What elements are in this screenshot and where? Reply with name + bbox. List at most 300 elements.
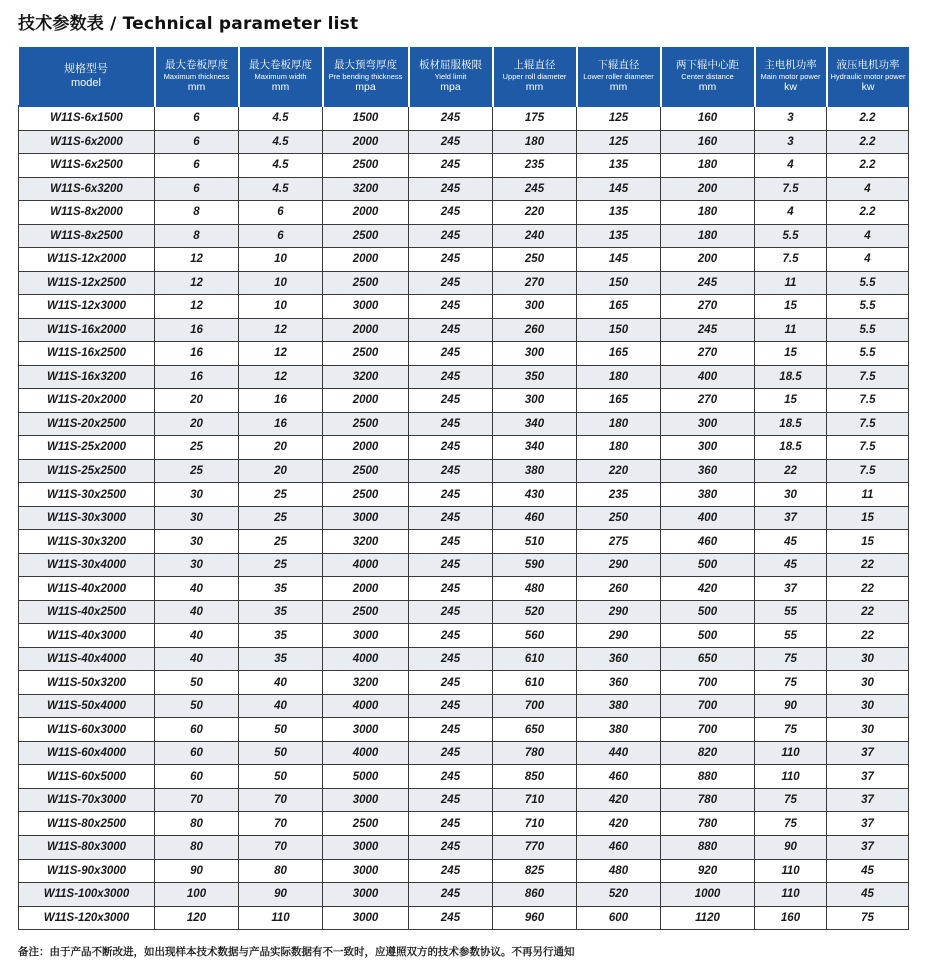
column-header xyxy=(755,47,827,106)
value-cell: 12 xyxy=(155,295,239,319)
value-cell: 3000 xyxy=(323,788,409,812)
value-cell: 820 xyxy=(661,741,755,765)
value-cell: 25 xyxy=(239,530,323,554)
table-row xyxy=(19,859,909,883)
value-cell: 460 xyxy=(577,765,661,789)
value-cell: 500 xyxy=(661,553,755,577)
value-cell: 380 xyxy=(661,483,755,507)
model-cell: W11S-16x3200 xyxy=(19,365,155,389)
value-cell: 650 xyxy=(493,718,577,742)
table-row xyxy=(19,553,909,577)
value-cell: 1120 xyxy=(661,906,755,930)
value-cell: 245 xyxy=(409,624,493,648)
value-cell: 15 xyxy=(755,389,827,413)
value-cell: 960 xyxy=(493,906,577,930)
value-cell: 290 xyxy=(577,553,661,577)
value-cell: 8 xyxy=(155,224,239,248)
value-cell: 4000 xyxy=(323,553,409,577)
model-cell: W11S-30x2500 xyxy=(19,483,155,507)
value-cell: 480 xyxy=(577,859,661,883)
value-cell: 3000 xyxy=(323,906,409,930)
value-cell: 15 xyxy=(755,342,827,366)
value-cell: 1000 xyxy=(661,883,755,907)
value-cell: 40 xyxy=(155,577,239,601)
value-cell: 180 xyxy=(661,154,755,178)
value-cell: 37 xyxy=(827,812,909,836)
header-en: Pre bending thickness xyxy=(328,71,403,81)
value-cell: 4000 xyxy=(323,647,409,671)
value-cell: 480 xyxy=(493,577,577,601)
value-cell: 40 xyxy=(155,624,239,648)
value-cell: 920 xyxy=(661,859,755,883)
value-cell: 250 xyxy=(577,506,661,530)
value-cell: 245 xyxy=(409,812,493,836)
value-cell: 75 xyxy=(755,788,827,812)
value-cell: 3 xyxy=(755,106,827,130)
column-header xyxy=(409,47,493,106)
value-cell: 4000 xyxy=(323,694,409,718)
value-cell: 245 xyxy=(409,577,493,601)
value-cell: 2.2 xyxy=(827,201,909,225)
column-header xyxy=(577,47,661,106)
value-cell: 110 xyxy=(755,741,827,765)
value-cell: 150 xyxy=(577,318,661,342)
table-row xyxy=(19,812,909,836)
value-cell: 150 xyxy=(577,271,661,295)
column-header xyxy=(19,47,155,106)
value-cell: 70 xyxy=(155,788,239,812)
header-en: Upper roll diameter xyxy=(502,71,567,81)
value-cell: 18.5 xyxy=(755,436,827,460)
value-cell: 40 xyxy=(155,600,239,624)
model-cell: W11S-20x2500 xyxy=(19,412,155,436)
model-cell: W11S-50x3200 xyxy=(19,671,155,695)
value-cell: 270 xyxy=(661,342,755,366)
column-header xyxy=(493,47,577,106)
model-cell: W11S-40x4000 xyxy=(19,647,155,671)
value-cell: 50 xyxy=(155,671,239,695)
value-cell: 6 xyxy=(155,154,239,178)
value-cell: 180 xyxy=(577,365,661,389)
table-row xyxy=(19,883,909,907)
value-cell: 110 xyxy=(755,765,827,789)
value-cell: 420 xyxy=(577,788,661,812)
table-row xyxy=(19,765,909,789)
header-cn: 板材屈服极限 xyxy=(419,58,482,71)
table-row xyxy=(19,389,909,413)
value-cell: 75 xyxy=(827,906,909,930)
table-row xyxy=(19,201,909,225)
table-row xyxy=(19,624,909,648)
value-cell: 20 xyxy=(155,412,239,436)
value-cell: 270 xyxy=(493,271,577,295)
value-cell: 30 xyxy=(155,483,239,507)
model-cell: W11S-25x2000 xyxy=(19,436,155,460)
value-cell: 245 xyxy=(409,154,493,178)
value-cell: 30 xyxy=(827,694,909,718)
value-cell: 37 xyxy=(827,788,909,812)
value-cell: 30 xyxy=(755,483,827,507)
value-cell: 3000 xyxy=(323,859,409,883)
value-cell: 125 xyxy=(577,130,661,154)
value-cell: 780 xyxy=(661,788,755,812)
value-cell: 2000 xyxy=(323,389,409,413)
table-row xyxy=(19,647,909,671)
value-cell: 45 xyxy=(827,859,909,883)
value-cell: 12 xyxy=(239,342,323,366)
value-cell: 16 xyxy=(155,365,239,389)
value-cell: 235 xyxy=(577,483,661,507)
value-cell: 700 xyxy=(493,694,577,718)
value-cell: 420 xyxy=(577,812,661,836)
value-cell: 3200 xyxy=(323,177,409,201)
value-cell: 80 xyxy=(155,812,239,836)
value-cell: 37 xyxy=(827,835,909,859)
column-header xyxy=(827,47,909,106)
value-cell: 275 xyxy=(577,530,661,554)
value-cell: 245 xyxy=(409,248,493,272)
value-cell: 245 xyxy=(409,436,493,460)
value-cell: 12 xyxy=(155,248,239,272)
value-cell: 380 xyxy=(493,459,577,483)
value-cell: 245 xyxy=(409,365,493,389)
value-cell: 11 xyxy=(755,318,827,342)
value-cell: 3000 xyxy=(323,624,409,648)
value-cell: 45 xyxy=(755,530,827,554)
value-cell: 360 xyxy=(577,647,661,671)
model-cell: W11S-12x3000 xyxy=(19,295,155,319)
value-cell: 245 xyxy=(409,224,493,248)
table-row xyxy=(19,577,909,601)
value-cell: 4.5 xyxy=(239,154,323,178)
value-cell: 2.2 xyxy=(827,106,909,130)
value-cell: 700 xyxy=(661,694,755,718)
header-en: Lower roller diameter xyxy=(583,71,654,81)
value-cell: 560 xyxy=(493,624,577,648)
value-cell: 245 xyxy=(409,389,493,413)
value-cell: 245 xyxy=(409,106,493,130)
header-unit: mm xyxy=(609,80,628,93)
model-cell: W11S-50x4000 xyxy=(19,694,155,718)
value-cell: 430 xyxy=(493,483,577,507)
value-cell: 50 xyxy=(239,741,323,765)
value-cell: 4 xyxy=(755,154,827,178)
value-cell: 2500 xyxy=(323,600,409,624)
header-unit: mm xyxy=(187,80,206,93)
value-cell: 710 xyxy=(493,812,577,836)
value-cell: 245 xyxy=(409,177,493,201)
header-unit: mpa xyxy=(440,80,461,93)
value-cell: 35 xyxy=(239,577,323,601)
value-cell: 25 xyxy=(239,506,323,530)
value-cell: 2500 xyxy=(323,342,409,366)
model-cell: W11S-6x2500 xyxy=(19,154,155,178)
model-cell: W11S-12x2500 xyxy=(19,271,155,295)
model-cell: W11S-40x2500 xyxy=(19,600,155,624)
value-cell: 11 xyxy=(827,483,909,507)
table-row xyxy=(19,318,909,342)
value-cell: 520 xyxy=(577,883,661,907)
value-cell: 350 xyxy=(493,365,577,389)
value-cell: 850 xyxy=(493,765,577,789)
value-cell: 35 xyxy=(239,600,323,624)
value-cell: 20 xyxy=(239,436,323,460)
value-cell: 6 xyxy=(239,224,323,248)
value-cell: 2000 xyxy=(323,201,409,225)
value-cell: 12 xyxy=(239,365,323,389)
value-cell: 40 xyxy=(155,647,239,671)
value-cell: 35 xyxy=(239,647,323,671)
value-cell: 18.5 xyxy=(755,412,827,436)
value-cell: 7.5 xyxy=(755,177,827,201)
value-cell: 380 xyxy=(577,694,661,718)
value-cell: 460 xyxy=(661,530,755,554)
table-row xyxy=(19,718,909,742)
model-cell: W11S-70x3000 xyxy=(19,788,155,812)
value-cell: 30 xyxy=(155,553,239,577)
header-en: Main motor power xyxy=(760,71,821,81)
value-cell: 245 xyxy=(409,906,493,930)
model-cell: W11S-16x2500 xyxy=(19,342,155,366)
table-row xyxy=(19,741,909,765)
value-cell: 245 xyxy=(409,412,493,436)
value-cell: 22 xyxy=(827,577,909,601)
model-cell: W11S-20x2000 xyxy=(19,389,155,413)
value-cell: 245 xyxy=(409,647,493,671)
value-cell: 70 xyxy=(239,788,323,812)
value-cell: 245 xyxy=(409,835,493,859)
header-unit: kw xyxy=(784,80,797,93)
value-cell: 90 xyxy=(755,835,827,859)
value-cell: 70 xyxy=(239,835,323,859)
value-cell: 15 xyxy=(827,530,909,554)
model-cell: W11S-30x3200 xyxy=(19,530,155,554)
value-cell: 300 xyxy=(493,342,577,366)
value-cell: 165 xyxy=(577,295,661,319)
column-header xyxy=(323,47,409,106)
header-cn: 下辊直径 xyxy=(597,58,640,71)
header-en: Hydraulic motor power xyxy=(830,71,906,81)
value-cell: 7.5 xyxy=(827,436,909,460)
model-cell: W11S-60x4000 xyxy=(19,741,155,765)
value-cell: 165 xyxy=(577,342,661,366)
value-cell: 165 xyxy=(577,389,661,413)
value-cell: 610 xyxy=(493,647,577,671)
value-cell: 360 xyxy=(661,459,755,483)
value-cell: 5.5 xyxy=(827,295,909,319)
table-body xyxy=(19,106,909,930)
value-cell: 650 xyxy=(661,647,755,671)
value-cell: 10 xyxy=(239,248,323,272)
value-cell: 50 xyxy=(239,765,323,789)
value-cell: 15 xyxy=(755,295,827,319)
value-cell: 40 xyxy=(239,694,323,718)
value-cell: 7.5 xyxy=(827,389,909,413)
value-cell: 2000 xyxy=(323,130,409,154)
header-cn: 最大卷板厚度 xyxy=(165,58,228,71)
value-cell: 45 xyxy=(755,553,827,577)
header-unit: mm xyxy=(525,80,544,93)
table-row xyxy=(19,130,909,154)
value-cell: 4 xyxy=(827,248,909,272)
value-cell: 25 xyxy=(155,436,239,460)
model-cell: W11S-60x5000 xyxy=(19,765,155,789)
value-cell: 500 xyxy=(661,624,755,648)
value-cell: 860 xyxy=(493,883,577,907)
value-cell: 220 xyxy=(493,201,577,225)
value-cell: 25 xyxy=(155,459,239,483)
value-cell: 250 xyxy=(493,248,577,272)
value-cell: 75 xyxy=(755,671,827,695)
value-cell: 3000 xyxy=(323,718,409,742)
model-cell: W11S-6x2000 xyxy=(19,130,155,154)
value-cell: 110 xyxy=(755,883,827,907)
value-cell: 16 xyxy=(155,342,239,366)
value-cell: 245 xyxy=(409,883,493,907)
header-en: Yield limit xyxy=(434,71,467,81)
value-cell: 10 xyxy=(239,295,323,319)
value-cell: 245 xyxy=(409,765,493,789)
header-cn: 主电机功率 xyxy=(764,58,817,71)
value-cell: 245 xyxy=(409,859,493,883)
value-cell: 245 xyxy=(409,459,493,483)
value-cell: 20 xyxy=(155,389,239,413)
value-cell: 300 xyxy=(493,295,577,319)
value-cell: 180 xyxy=(577,412,661,436)
value-cell: 70 xyxy=(239,812,323,836)
value-cell: 300 xyxy=(493,389,577,413)
header-en: model xyxy=(71,77,101,89)
value-cell: 55 xyxy=(755,624,827,648)
value-cell: 80 xyxy=(155,835,239,859)
value-cell: 125 xyxy=(577,106,661,130)
table-row xyxy=(19,459,909,483)
value-cell: 245 xyxy=(409,271,493,295)
header-cn: 最大预弯厚度 xyxy=(334,58,397,71)
value-cell: 55 xyxy=(755,600,827,624)
value-cell: 75 xyxy=(755,647,827,671)
value-cell: 16 xyxy=(239,389,323,413)
header-unit: mm xyxy=(698,80,717,93)
header-en: Maximum thickness xyxy=(163,71,230,81)
model-cell: W11S-40x3000 xyxy=(19,624,155,648)
value-cell: 40 xyxy=(239,671,323,695)
value-cell: 4 xyxy=(827,177,909,201)
value-cell: 2500 xyxy=(323,224,409,248)
value-cell: 245 xyxy=(409,530,493,554)
value-cell: 245 xyxy=(409,600,493,624)
value-cell: 420 xyxy=(661,577,755,601)
value-cell: 245 xyxy=(661,271,755,295)
table-row xyxy=(19,835,909,859)
model-cell: W11S-80x3000 xyxy=(19,835,155,859)
value-cell: 4 xyxy=(827,224,909,248)
header-unit: mpa xyxy=(355,80,376,93)
value-cell: 380 xyxy=(577,718,661,742)
value-cell: 60 xyxy=(155,718,239,742)
value-cell: 7.5 xyxy=(827,412,909,436)
value-cell: 245 xyxy=(409,201,493,225)
value-cell: 37 xyxy=(755,577,827,601)
model-cell: W11S-30x4000 xyxy=(19,553,155,577)
table-row xyxy=(19,530,909,554)
value-cell: 120 xyxy=(155,906,239,930)
value-cell: 60 xyxy=(155,765,239,789)
model-cell: W11S-8x2500 xyxy=(19,224,155,248)
value-cell: 25 xyxy=(239,483,323,507)
value-cell: 4 xyxy=(755,201,827,225)
value-cell: 180 xyxy=(661,201,755,225)
value-cell: 290 xyxy=(577,624,661,648)
value-cell: 600 xyxy=(577,906,661,930)
value-cell: 400 xyxy=(661,506,755,530)
value-cell: 780 xyxy=(661,812,755,836)
value-cell: 180 xyxy=(577,436,661,460)
value-cell: 235 xyxy=(493,154,577,178)
value-cell: 2000 xyxy=(323,577,409,601)
value-cell: 75 xyxy=(755,718,827,742)
value-cell: 180 xyxy=(493,130,577,154)
value-cell: 245 xyxy=(409,553,493,577)
value-cell: 700 xyxy=(661,671,755,695)
value-cell: 360 xyxy=(577,671,661,695)
value-cell: 5000 xyxy=(323,765,409,789)
model-cell: W11S-6x1500 xyxy=(19,106,155,130)
value-cell: 2000 xyxy=(323,436,409,460)
header-unit: kw xyxy=(861,80,875,93)
value-cell: 3200 xyxy=(323,365,409,389)
value-cell: 30 xyxy=(155,506,239,530)
value-cell: 22 xyxy=(827,553,909,577)
value-cell: 245 xyxy=(409,483,493,507)
value-cell: 200 xyxy=(661,248,755,272)
table-row xyxy=(19,295,909,319)
value-cell: 37 xyxy=(827,765,909,789)
value-cell: 245 xyxy=(409,694,493,718)
value-cell: 460 xyxy=(577,835,661,859)
value-cell: 100 xyxy=(155,883,239,907)
model-cell: W11S-40x2000 xyxy=(19,577,155,601)
value-cell: 18.5 xyxy=(755,365,827,389)
value-cell: 500 xyxy=(661,600,755,624)
value-cell: 2500 xyxy=(323,412,409,436)
header-unit: mm xyxy=(271,80,290,93)
value-cell: 30 xyxy=(155,530,239,554)
table-row xyxy=(19,483,909,507)
model-cell: W11S-16x2000 xyxy=(19,318,155,342)
column-header xyxy=(239,47,323,106)
value-cell: 260 xyxy=(493,318,577,342)
value-cell: 610 xyxy=(493,671,577,695)
value-cell: 3200 xyxy=(323,671,409,695)
value-cell: 160 xyxy=(661,130,755,154)
value-cell: 260 xyxy=(577,577,661,601)
model-cell: W11S-25x2500 xyxy=(19,459,155,483)
value-cell: 30 xyxy=(827,671,909,695)
header-cn: 规格型号 xyxy=(64,62,108,75)
value-cell: 12 xyxy=(155,271,239,295)
value-cell: 90 xyxy=(155,859,239,883)
value-cell: 440 xyxy=(577,741,661,765)
value-cell: 300 xyxy=(661,436,755,460)
table-row xyxy=(19,671,909,695)
value-cell: 6 xyxy=(155,177,239,201)
model-cell: W11S-30x3000 xyxy=(19,506,155,530)
table-row xyxy=(19,177,909,201)
table-header-row xyxy=(19,47,909,106)
value-cell: 5.5 xyxy=(755,224,827,248)
value-cell: 2500 xyxy=(323,271,409,295)
